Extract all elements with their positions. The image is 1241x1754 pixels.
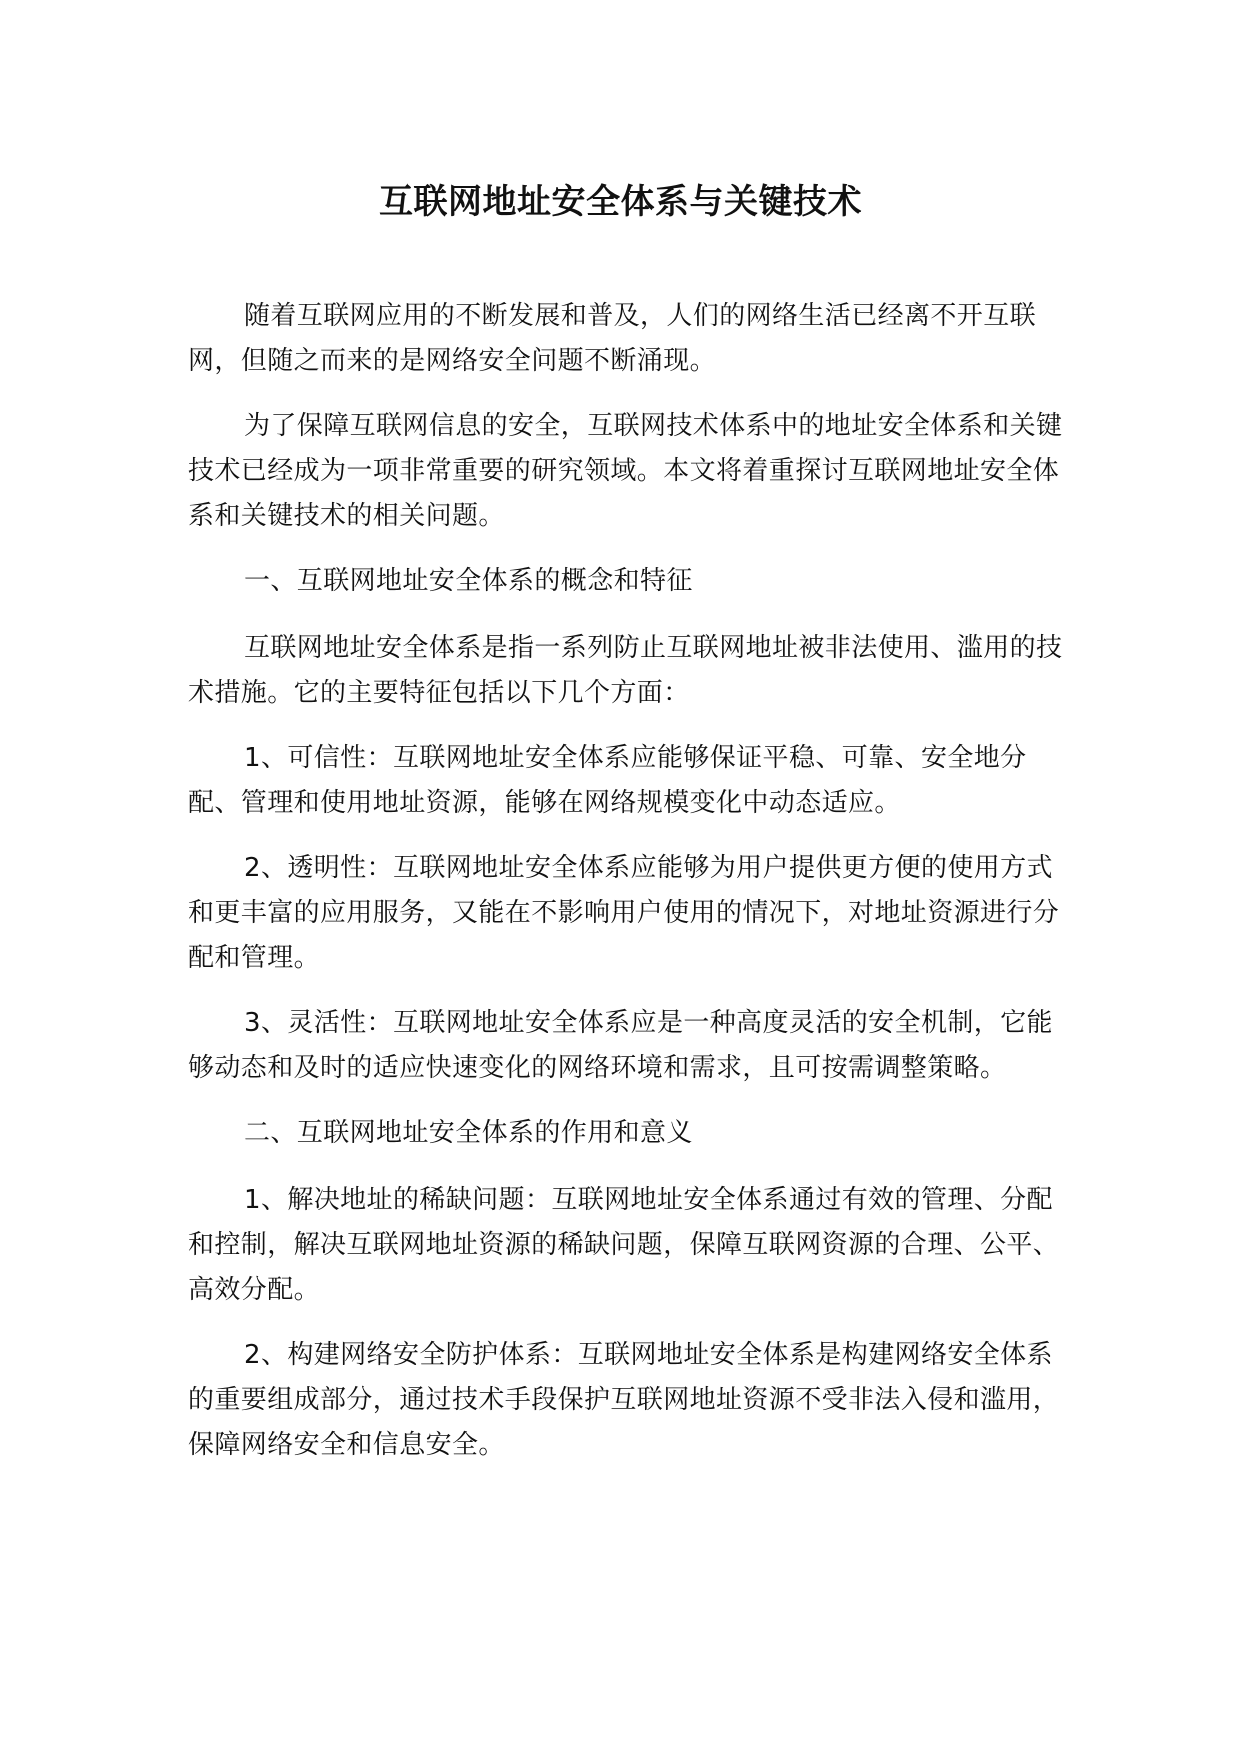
paragraph-feature-transparency: 2、透明性：互联网地址安全体系应能够为用户提供更方便的使用方式和更丰富的应用服务，又能在不影响用户使用的情况下，对地址资源进行分配和管理。: [188, 853, 1060, 973]
paragraph-feature-flexibility: 3、灵活性：互联网地址安全体系应是一种高度灵活的安全机制，它能够动态和及时的适应快速变化的网络环境和需求，且可按需调整策略。: [188, 1008, 1053, 1083]
paragraph-role-protection: 2、构建网络安全防护体系：互联网地址安全体系是构建网络安全体系的重要组成部分，通过技术手段保护互联网地址资源不受非法入侵和滥用，保障网络安全和信息安全。: [188, 1340, 1060, 1460]
section-heading-1: 一、互联网地址安全体系的概念和特征: [244, 566, 693, 596]
document-title: 互联网地址安全体系与关键技术: [379, 182, 862, 222]
paragraph-purpose: 为了保障互联网信息的安全，互联网技术体系中的地址安全体系和关键技术已经成为一项非常重要的研究领域。本文将着重探讨互联网地址安全体系和关键技术的相关问题。: [188, 411, 1063, 531]
paragraph-role-scarcity: 1、解决地址的稀缺问题：互联网地址安全体系通过有效的管理、分配和控制，解决互联网地址资源的稀缺问题，保障互联网资源的合理、公平、高效分配。: [188, 1185, 1060, 1305]
paragraph-definition: 互联网地址安全体系是指一系列防止互联网地址被非法使用、滥用的技术措施。它的主要特征包括以下几个方面：: [188, 633, 1063, 708]
section-heading-2: 二、互联网地址安全体系的作用和意义: [244, 1118, 693, 1148]
document-body: [188, 294, 1070, 1488]
paragraph-intro: 随着互联网应用的不断发展和普及，人们的网络生活已经离不开互联网，但随之而来的是网络安全问题不断涌现。: [188, 301, 1037, 376]
paragraph-feature-credibility: 1、可信性：互联网地址安全体系应能够保证平稳、可靠、安全地分配、管理和使用地址资源，能够在网络规模变化中动态适应。: [188, 743, 1027, 818]
